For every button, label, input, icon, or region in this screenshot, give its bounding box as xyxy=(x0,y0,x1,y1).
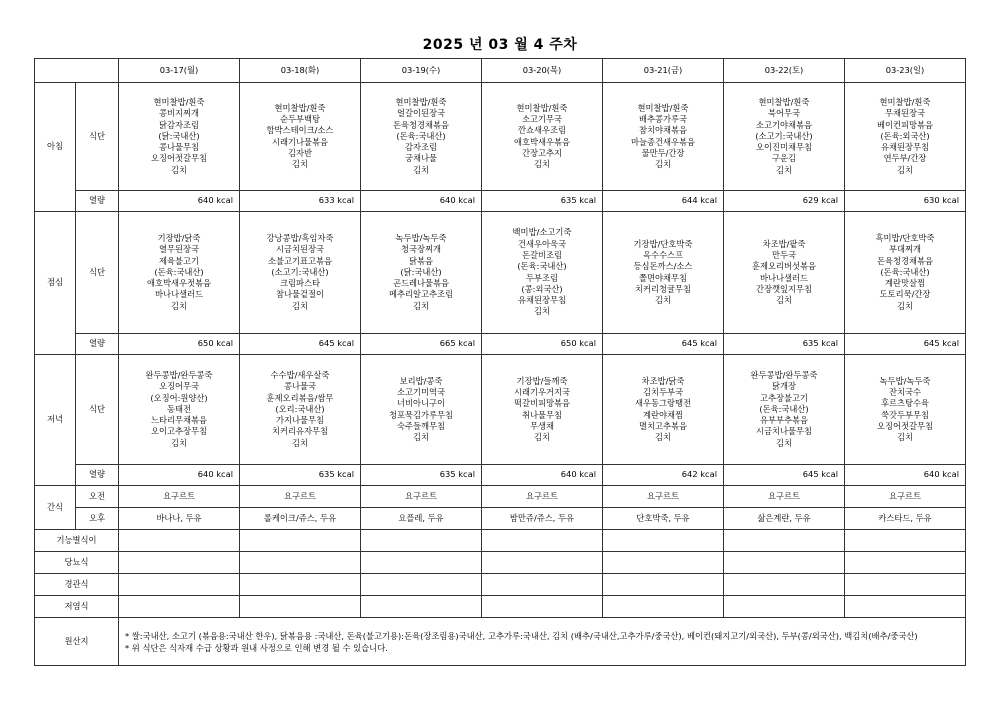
diabetic-cell xyxy=(119,552,240,574)
functional-label: 기능별식이 xyxy=(35,530,119,552)
menu-item: 청포묵김가루무침 xyxy=(388,409,454,420)
menu-item: (오징어:원양산) xyxy=(150,392,208,403)
menu-item: 수수밥/새우살죽 xyxy=(270,369,330,380)
dinner-calories-value: 645 kcal xyxy=(724,465,845,486)
menu-item: 배추콩가루국 xyxy=(638,113,688,124)
menu-item: 현미찰밥/흰죽 xyxy=(879,96,931,107)
low_salt-cell xyxy=(845,596,966,618)
menu-item: 김치 xyxy=(170,164,188,175)
menu-item: 녹두밥/녹두죽 xyxy=(879,375,931,386)
functional-cell xyxy=(603,530,724,552)
menu-item: (소고기:국내산) xyxy=(271,266,329,277)
lunch-menu-cell xyxy=(240,212,361,334)
tube-label: 경관식 xyxy=(35,574,119,596)
menu-item: 현미찰밥/흰죽 xyxy=(153,96,205,107)
tube-cell xyxy=(724,574,845,596)
menu-item: 쑥갓두부무침 xyxy=(880,409,930,420)
menu-item: 김자반 xyxy=(287,147,313,158)
menu-item: 숙주들깨무침 xyxy=(396,420,446,431)
menu-item: 소고기무국 xyxy=(521,113,563,124)
menu-item: 취나물무침 xyxy=(521,409,563,420)
menu-item: 애호박새우볶음 xyxy=(513,136,571,147)
menu-item: 돈갈비조림 xyxy=(521,249,563,260)
snack-am-cell: 요구르트 xyxy=(361,486,482,508)
menu-item: 기장밥/단호박죽 xyxy=(633,238,693,249)
snack-pm-cell: 밤만쥬/쥬스, 두유 xyxy=(482,508,603,530)
lunch-calories-value: 650 kcal xyxy=(482,334,603,355)
menu-item: 김치 xyxy=(412,432,430,443)
menu-item: 완두콩밥/완두콩죽 xyxy=(145,369,213,380)
menu-item: 유채된장무침 xyxy=(880,142,930,153)
functional-cell xyxy=(482,530,603,552)
breakfast-calories-value: 640 kcal xyxy=(119,191,240,212)
menu-item: 감자조림 xyxy=(404,142,438,153)
menu-item: 가지나물무침 xyxy=(275,415,325,426)
menu-item: 소고기야채볶음 xyxy=(755,119,813,130)
day-header: 03-17(월) xyxy=(119,59,240,83)
menu-item: 동태전 xyxy=(166,403,192,414)
lunch-calories-value: 645 kcal xyxy=(240,334,361,355)
tube-cell xyxy=(845,574,966,596)
breakfast-calories-value: 644 kcal xyxy=(603,191,724,212)
menu-item: 얼갈이된장국 xyxy=(396,108,446,119)
menu-item: 베이컨피망볶음 xyxy=(876,119,934,130)
day-header: 03-22(토) xyxy=(724,59,845,83)
menu-item: 새우동그랑땡전 xyxy=(634,398,692,409)
breakfast-menu-cell xyxy=(482,83,603,191)
menu-item: 김치두부국 xyxy=(642,386,684,397)
breakfast-calories-value: 633 kcal xyxy=(240,191,361,212)
dinner-menu-cell xyxy=(119,355,240,465)
menu-item: 김치 xyxy=(775,437,793,448)
menu-item: 오이진미채무침 xyxy=(755,142,813,153)
snack-pm-cell: 요플레, 두유 xyxy=(361,508,482,530)
menu-item: 시래기우거지국 xyxy=(513,386,571,397)
low_salt-cell xyxy=(240,596,361,618)
menu-item: 김치 xyxy=(170,437,188,448)
breakfast-menu-cell xyxy=(845,83,966,191)
snack-pm-cell: 바나나, 두유 xyxy=(119,508,240,530)
dinner-menu-cell xyxy=(603,355,724,465)
menu-item: 현미찰밥/흰죽 xyxy=(516,102,568,113)
menu-item: 잔치국수 xyxy=(888,386,922,397)
menu-item: 참치야채볶음 xyxy=(638,125,688,136)
low_salt-cell xyxy=(119,596,240,618)
snack-am-cell: 요구르트 xyxy=(240,486,361,508)
menu-item: 돈육청경채볶음 xyxy=(876,255,934,266)
menu-item: (콩:외국산) xyxy=(521,283,563,294)
menu-item: 소불고기표고볶음 xyxy=(267,255,333,266)
menu-item: 만두국 xyxy=(771,249,797,260)
functional-cell xyxy=(240,530,361,552)
snack-am-label: 오전 xyxy=(76,486,119,508)
menu-item: 김치 xyxy=(775,295,793,306)
menu-item: 김치 xyxy=(170,300,188,311)
snack-pm-cell: 롤케이크/쥬스, 두유 xyxy=(240,508,361,530)
menu-item: 콩비지찌개 xyxy=(158,108,200,119)
menu-item: 도토리묵/간장 xyxy=(879,289,931,300)
menu-item: 계란맛살찜 xyxy=(884,278,926,289)
meal-label: 식단 xyxy=(76,355,119,465)
breakfast-calories-value: 629 kcal xyxy=(724,191,845,212)
diabetic-label: 당뇨식 xyxy=(35,552,119,574)
menu-item: 훈제오리볶음/쌈무 xyxy=(266,392,334,403)
lunch-calories-value: 645 kcal xyxy=(603,334,724,355)
dinner-calories-value: 640 kcal xyxy=(845,465,966,486)
breakfast-menu-cell xyxy=(240,83,361,191)
breakfast-menu-cell xyxy=(724,83,845,191)
menu-item: 김치 xyxy=(291,159,309,170)
breakfast-menu-cell xyxy=(119,83,240,191)
menu-item: 김치 xyxy=(291,437,309,448)
calories-label: 열량 xyxy=(76,465,119,486)
menu-item: 오징어무국 xyxy=(158,381,200,392)
lunch-calories-value: 635 kcal xyxy=(724,334,845,355)
breakfast-calories-value: 635 kcal xyxy=(482,191,603,212)
menu-item: 훈제오리버섯볶음 xyxy=(751,261,817,272)
menu-item: 완두콩밥/완두콩죽 xyxy=(750,369,818,380)
menu-item: 오징어젓갈무침 xyxy=(876,420,934,431)
breakfast-label: 아침 xyxy=(35,83,76,212)
origin-note: * 쌀:국내산, 소고기 (볶음용:국내산 한우), 닭볶음용 :국내산, 돈육(불고기용):돈육(장조림용)국내산, 고추가루:국내산, 김치 (배추/국내산,고추가루/중국산), 베이컨(돼지고기/외국산), 두부(콩/외국산), 백김치(배추/중국산) xyxy=(125,630,918,641)
menu-item: 등심돈까스/소스 xyxy=(633,261,693,272)
dinner-calories-value: 640 kcal xyxy=(482,465,603,486)
origin-note: * 위 식단은 식자재 수급 상황과 원내 사정으로 인해 변경 될 수 있습니다. xyxy=(125,642,388,653)
menu-item: (소고기:국내산) xyxy=(755,130,813,141)
lunch-menu-cell xyxy=(845,212,966,334)
menu-item: 물만두/간장 xyxy=(641,147,685,158)
dinner-label: 저녁 xyxy=(35,355,76,486)
breakfast-menu-cell xyxy=(603,83,724,191)
menu-item: 계란야채찜 xyxy=(642,409,684,420)
menu-item: (닭:국내산) xyxy=(400,266,442,277)
menu-item: 김치 xyxy=(896,164,914,175)
low_salt-cell xyxy=(361,596,482,618)
diabetic-cell xyxy=(845,552,966,574)
menu-item: 오징어젓갈무침 xyxy=(150,153,208,164)
menu-item: 애호박새우젓볶음 xyxy=(146,278,212,289)
menu-item: 기장밥/닭죽 xyxy=(157,232,201,243)
day-header: 03-21(금) xyxy=(603,59,724,83)
menu-item: (돈육:국내산) xyxy=(396,130,446,141)
lunch-menu-cell xyxy=(119,212,240,334)
low_salt-cell xyxy=(603,596,724,618)
corner-cell xyxy=(35,59,119,83)
menu-item: 함박스테이크/소스 xyxy=(266,125,334,136)
diabetic-cell xyxy=(361,552,482,574)
menu-item: 시래기나물볶음 xyxy=(271,136,329,147)
menu-item: 너비아니구이 xyxy=(396,398,446,409)
dinner-menu-cell xyxy=(361,355,482,465)
menu-item: 두부조림 xyxy=(525,272,559,283)
menu-item: 느타리무채볶음 xyxy=(150,415,208,426)
day-header: 03-19(수) xyxy=(361,59,482,83)
snack-pm-cell: 카스타드, 두유 xyxy=(845,508,966,530)
menu-item: 제육불고기 xyxy=(158,255,200,266)
menu-item: 크림파스타 xyxy=(279,278,321,289)
lunch-menu-cell xyxy=(361,212,482,334)
snack-am-cell: 요구르트 xyxy=(603,486,724,508)
dinner-menu-cell xyxy=(240,355,361,465)
origin-notes xyxy=(119,618,966,666)
breakfast-calories-value: 640 kcal xyxy=(361,191,482,212)
menu-item: 옥수수스프 xyxy=(642,249,684,260)
menu-item: 시금치나물무침 xyxy=(755,426,813,437)
day-header: 03-18(화) xyxy=(240,59,361,83)
snack-am-cell: 요구르트 xyxy=(119,486,240,508)
calories-label: 열량 xyxy=(76,191,119,212)
menu-item: 떡갈비피망볶음 xyxy=(513,398,571,409)
snack-pm-cell: 삶은계란, 두유 xyxy=(724,508,845,530)
menu-item: (닭:국내산) xyxy=(158,130,200,141)
menu-item: 간장깻잎지무침 xyxy=(755,283,813,294)
menu-item: 소고기미역국 xyxy=(396,386,446,397)
menu-item: 김치 xyxy=(896,300,914,311)
menu-item: (돈육:국내산) xyxy=(759,403,809,414)
menu-item: 김치 xyxy=(654,295,672,306)
tube-cell xyxy=(240,574,361,596)
low_salt-cell xyxy=(724,596,845,618)
page-title: 2025 년 03 월 4 주차 xyxy=(422,37,578,53)
diabetic-cell xyxy=(240,552,361,574)
lunch-calories-value: 665 kcal xyxy=(361,334,482,355)
menu-item: 김치 xyxy=(775,164,793,175)
breakfast-calories-value: 630 kcal xyxy=(845,191,966,212)
dinner-calories-value: 640 kcal xyxy=(119,465,240,486)
menu-item: 고추장불고기 xyxy=(759,392,809,403)
lunch-calories-value: 645 kcal xyxy=(845,334,966,355)
menu-item: 후르츠탕수육 xyxy=(880,398,930,409)
snack-am-cell: 요구르트 xyxy=(845,486,966,508)
menu-item: 강낭콩밥/흑임자죽 xyxy=(266,232,334,243)
origin-label: 원산지 xyxy=(35,618,119,666)
calories-label: 열량 xyxy=(76,334,119,355)
snack-pm-label: 오후 xyxy=(76,508,119,530)
menu-item: 마늘종건새우볶음 xyxy=(630,136,696,147)
lunch-menu-cell xyxy=(603,212,724,334)
menu-item: 김치 xyxy=(533,306,551,317)
menu-item: 김치 xyxy=(654,159,672,170)
menu-item: 무생채 xyxy=(529,420,555,431)
menu-item: 메추리알고추조림 xyxy=(388,289,454,300)
dinner-menu-cell xyxy=(482,355,603,465)
menu-item: 유부부추볶음 xyxy=(759,415,809,426)
lunch-calories-value: 650 kcal xyxy=(119,334,240,355)
menu-item: 닭개장 xyxy=(771,381,797,392)
menu-item: 구운김 xyxy=(771,153,797,164)
menu-item: 치커리청귤무침 xyxy=(634,283,692,294)
low_salt-label: 저염식 xyxy=(35,596,119,618)
menu-item: 치커리유자무침 xyxy=(271,426,329,437)
menu-item: 오이고추장무침 xyxy=(150,426,208,437)
menu-item: 청국장찌개 xyxy=(400,244,442,255)
menu-item: 콩나물국 xyxy=(283,381,317,392)
day-header: 03-20(목) xyxy=(482,59,603,83)
diabetic-cell xyxy=(724,552,845,574)
menu-item: 콩나물무침 xyxy=(158,142,200,153)
day-header: 03-23(일) xyxy=(845,59,966,83)
menu-item: 김치 xyxy=(896,432,914,443)
menu-item: (돈육:외국산) xyxy=(880,130,930,141)
functional-cell xyxy=(724,530,845,552)
lunch-menu-cell xyxy=(724,212,845,334)
menu-item: 바나나샐러드 xyxy=(154,289,204,300)
meal-label: 식단 xyxy=(76,212,119,334)
menu-item: (오리:국내산) xyxy=(275,403,325,414)
menu-item: 백미밥/소고기죽 xyxy=(512,227,572,238)
menu-item: 연두부/간장 xyxy=(883,153,927,164)
menu-item: 김치 xyxy=(533,159,551,170)
menu-item: 유채된장무침 xyxy=(517,295,567,306)
menu-item: 김치 xyxy=(291,300,309,311)
dinner-calories-value: 642 kcal xyxy=(603,465,724,486)
menu-item: 돈육청경채볶음 xyxy=(392,119,450,130)
diabetic-cell xyxy=(603,552,724,574)
functional-cell xyxy=(361,530,482,552)
menu-item: 참나물겉절이 xyxy=(275,289,325,300)
menu-item: 시금치된장국 xyxy=(275,244,325,255)
menu-item: 바나나샐러드 xyxy=(759,272,809,283)
menu-item: (돈육:국내산) xyxy=(517,261,567,272)
menu-item: (돈육:국내산) xyxy=(880,266,930,277)
menu-item: 김치 xyxy=(654,432,672,443)
weekly-menu-table xyxy=(34,58,966,666)
lunch-menu-cell xyxy=(482,212,603,334)
menu-item: 쫄면야채무침 xyxy=(638,272,688,283)
low_salt-cell xyxy=(482,596,603,618)
menu-item: 보리밥/콩죽 xyxy=(399,375,443,386)
menu-item: 곤드레나물볶음 xyxy=(392,278,450,289)
diabetic-cell xyxy=(482,552,603,574)
menu-item: 순두부백탕 xyxy=(279,113,321,124)
dinner-calories-value: 635 kcal xyxy=(361,465,482,486)
menu-item: 궁채나물 xyxy=(404,153,438,164)
menu-item: 부대찌개 xyxy=(888,244,922,255)
menu-item: 멸치고추볶음 xyxy=(638,420,688,431)
tube-cell xyxy=(482,574,603,596)
snack-pm-cell: 단호박죽, 두유 xyxy=(603,508,724,530)
menu-item: 녹두밥/녹두죽 xyxy=(395,232,447,243)
menu-item: 차조밥/닭죽 xyxy=(641,375,685,386)
dinner-calories-value: 635 kcal xyxy=(240,465,361,486)
menu-item: 닭볶음 xyxy=(408,255,434,266)
menu-item: 김치 xyxy=(412,164,430,175)
tube-cell xyxy=(361,574,482,596)
tube-cell xyxy=(119,574,240,596)
functional-cell xyxy=(845,530,966,552)
snack-am-cell: 요구르트 xyxy=(482,486,603,508)
snack-label: 간식 xyxy=(35,486,76,530)
snack-am-cell: 요구르트 xyxy=(724,486,845,508)
menu-item: 현미찰밥/흰죽 xyxy=(758,96,810,107)
menu-item: 현미찰밥/흰죽 xyxy=(637,102,689,113)
menu-item: 닭감자조림 xyxy=(158,119,200,130)
menu-item: 깐쇼새우조림 xyxy=(517,125,567,136)
menu-item: 김치 xyxy=(533,432,551,443)
menu-item: 기장밥/들깨죽 xyxy=(516,375,568,386)
menu-item: 무채된장국 xyxy=(884,108,926,119)
menu-item: 현미찰밥/흰죽 xyxy=(395,96,447,107)
menu-item: 김치 xyxy=(412,300,430,311)
dinner-menu-cell xyxy=(724,355,845,465)
menu-item: 북어무국 xyxy=(767,108,801,119)
menu-item: 간장고추지 xyxy=(521,147,563,158)
lunch-label: 점심 xyxy=(35,212,76,355)
dinner-menu-cell xyxy=(845,355,966,465)
menu-item: 차조밥/팥죽 xyxy=(762,238,806,249)
menu-item: (돈육:국내산) xyxy=(154,266,204,277)
functional-cell xyxy=(119,530,240,552)
tube-cell xyxy=(603,574,724,596)
menu-item: 흑미밥/단호박죽 xyxy=(875,232,935,243)
menu-item: 건새우아욱국 xyxy=(517,238,567,249)
menu-item: 현미찰밥/흰죽 xyxy=(274,102,326,113)
meal-label: 식단 xyxy=(76,83,119,191)
breakfast-menu-cell xyxy=(361,83,482,191)
menu-item: 열무된장국 xyxy=(158,244,200,255)
